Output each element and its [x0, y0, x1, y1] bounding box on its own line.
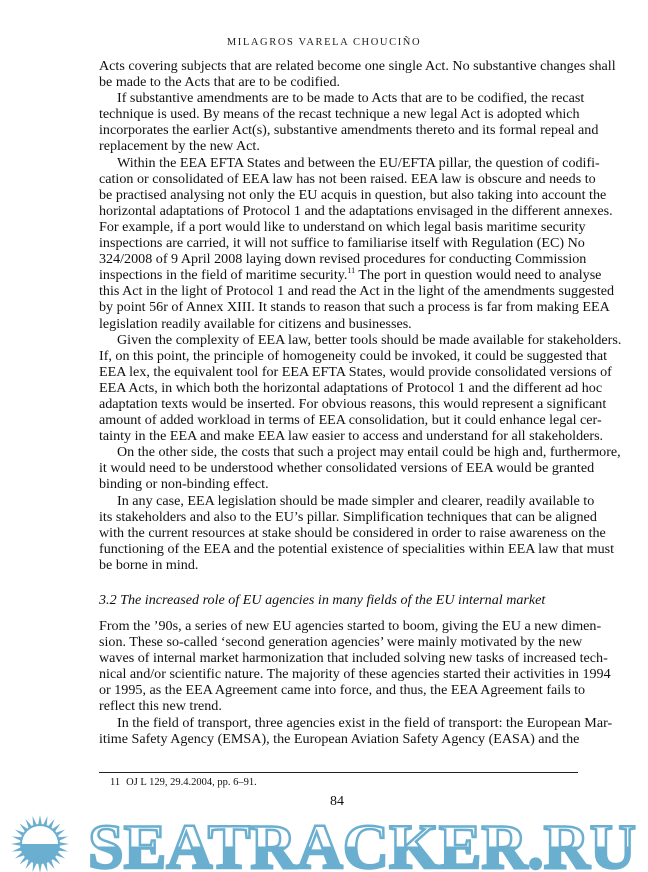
sun-ray — [59, 842, 69, 846]
text-line: cation or consolidated of EEA law has not been raised. EEA law is obscure and needs to — [99, 170, 596, 187]
text-line: with the current resources at stake should be considered in order to raise awareness on the — [99, 524, 606, 541]
paragraph — [99, 90, 599, 155]
text-line: waves of internal market harmonization that included solving new tasks of increased tech- — [99, 650, 608, 667]
paragraph — [99, 714, 613, 748]
text-line: If substantive amendments are to be made to Acts that are to be codified, the recast — [117, 90, 585, 107]
text-line — [99, 266, 602, 284]
text-line: binding or non-binding effect. — [99, 476, 269, 493]
watermark-text: SEATRACKER.RU — [88, 814, 636, 872]
text-line: amount of added workload in terms of EEA consolidation, but it could enhance legal cer- — [99, 412, 602, 429]
sun-ray — [38, 815, 42, 825]
section-text — [99, 618, 613, 748]
text-line: legislation readily available for citizens and businesses. — [99, 315, 412, 332]
text-line: itime Safety Agency (EMSA), the European Aviation Safety Agency (EASA) and the — [99, 730, 580, 747]
text-line: From the ’90s, a series of new EU agencies started to boom, giving the EU a new dimen- — [99, 618, 602, 634]
text-segment: The port in question would need to analyse — [355, 267, 602, 284]
text-line: If, on this point, the principle of homogeneity could be invoked, it could be suggested that — [99, 347, 608, 364]
text-line: this Act in the light of Protocol 1 and read the Act in the light of the amendments suggested — [99, 283, 615, 300]
text-line: EEA lex, the equivalent tool for EEA EFTA States, would provide consolidated versions of — [99, 363, 612, 380]
paragraph — [99, 58, 616, 91]
sun-icon — [11, 815, 69, 872]
paragraph — [99, 618, 611, 716]
paragraph — [99, 444, 621, 493]
text-line: be borne in mind. — [99, 556, 199, 573]
text-line: replacement by the new Act. — [99, 138, 260, 155]
body-text — [99, 58, 622, 573]
text-line: be practised analysing not only the EU acquis in question, but also taking into account the — [99, 186, 607, 203]
running-head: MILAGROS VARELA CHOUCIÑO — [226, 37, 422, 48]
text-line: or 1995, as the EEA Agreement came into force, and thus, the EEA Agreement fails to — [99, 682, 586, 699]
footnote — [110, 776, 257, 789]
text-line: For example, if a port would like to understand on which legal basis maritime security — [99, 218, 586, 235]
page-number: 84 — [330, 794, 344, 809]
text-line: On the other side, the costs that such a project may entail could be high and, furthermore, — [117, 444, 621, 461]
paragraph — [99, 331, 622, 445]
text-line: Acts covering subjects that are related become one single Act. No substantive changes shall — [99, 58, 616, 74]
text-line: be made to the Acts that are to be codified. — [99, 74, 341, 91]
text-line: technique is used. By means of the recast technique a new legal Act is adopted which — [99, 106, 580, 123]
text-line: In the field of transport, three agencies exist in the field of transport: the European Mar- — [117, 714, 613, 731]
text-line: 324/2008 of 9 April 2008 laying down revised procedures for conducting Commission — [99, 251, 587, 268]
sun-ray — [11, 842, 21, 846]
text-line: its stakeholders and also to the EU’s pillar. Simplification techniques that can be aligned — [99, 508, 597, 525]
sun-ray — [38, 863, 42, 872]
footnote-number: 11 — [110, 777, 121, 788]
text-line: inspections are carried, it will not suffice to familiarise itself with Regulation (EC) No — [99, 235, 585, 252]
text-segment: inspections in the field of maritime security. — [99, 267, 348, 284]
text-line: Given the complexity of EEA law, better tools should be made available for stakeholders. — [117, 331, 622, 348]
text-line: horizontal adaptations of Protocol 1 and the adaptations envisaged in the different annexes. — [99, 202, 613, 219]
text-line: tainty in the EEA and make EEA law easier to access and understand for all stakeholders. — [99, 428, 604, 445]
text-line: incorporates the earlier Act(s), substantive amendments thereto and its formal repeal and — [99, 122, 599, 139]
section-heading: 3.2 The increased role of EU agencies in many fields of the EU internal market — [99, 592, 546, 608]
footnote-text: OJ L 129, 29.4.2004, pp. 6–91. — [126, 777, 257, 788]
watermark-logo — [0, 814, 648, 872]
text-line: functioning of the EEA and the potential existence of specialities within EEA law that must — [99, 540, 615, 557]
text-line: nical and/or scientific nature. The majority of these agencies started their activities in 1994 — [99, 666, 611, 683]
text-line: EEA Acts, in which both the horizontal adaptations of Protocol 1 and the different ad hoc — [99, 379, 603, 396]
text-line: In any case, EEA legislation should be made simpler and clearer, readily available to — [117, 492, 595, 509]
text-line: Within the EEA EFTA States and between the EU/EFTA pillar, the question of codifi- — [117, 154, 600, 171]
text-line: sion. These so-called ‘second generation agencies’ were mainly motivated by the new — [99, 634, 583, 651]
text-line: by point 56r of Annex XIII. It stands to reason that such a process is far from making EEA — [99, 299, 610, 316]
footnote-reference[interactable]: 11 — [347, 266, 356, 276]
text-line: it would need to be understood whether consolidated versions of EEA would be granted — [99, 460, 595, 477]
paragraph — [99, 154, 615, 332]
footnote-rule — [99, 772, 578, 773]
text-line: reflect this new trend. — [99, 698, 222, 715]
paragraph — [99, 492, 615, 573]
text-line: adaptation texts would be inserted. For obvious reasons, this would represent a significant — [99, 395, 607, 412]
